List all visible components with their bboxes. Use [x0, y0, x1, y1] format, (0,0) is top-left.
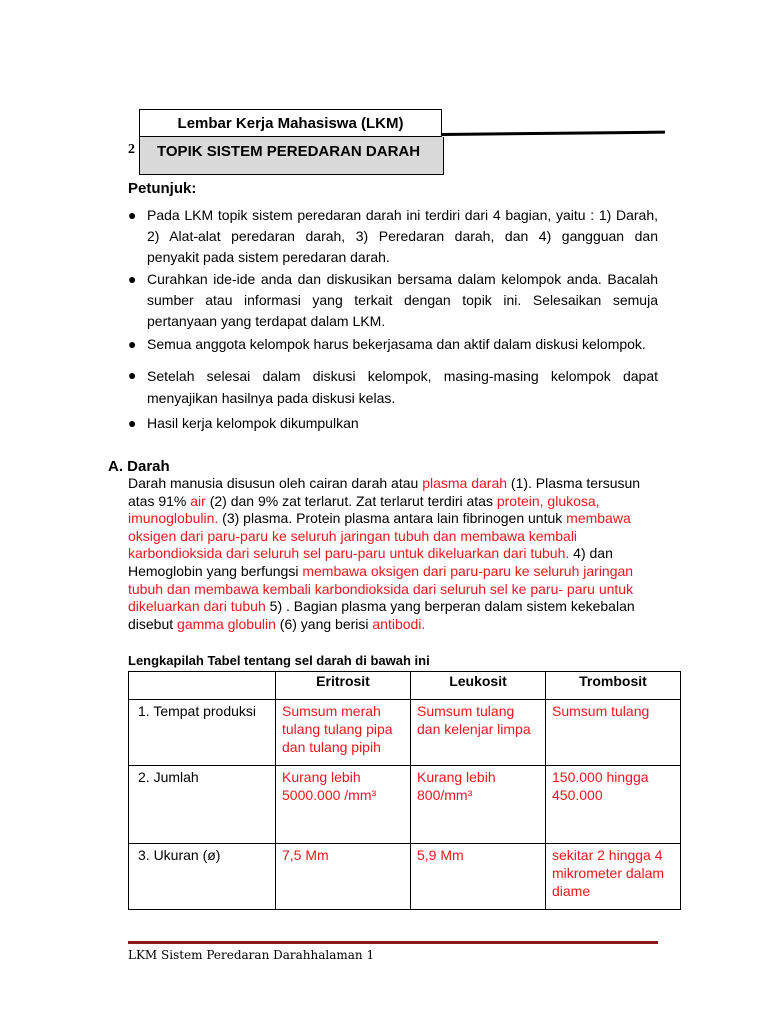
- instruction-line: menyajikan hasilnya pada diskusi kelas.: [147, 390, 396, 406]
- answer-cell: 7,5 Mm: [276, 844, 411, 910]
- instruction-item: [128, 365, 658, 409]
- para-run: (1). Plasma tersusun atas 91%: [128, 475, 641, 509]
- header-rule: [442, 131, 665, 136]
- answer-cell: Sumsum tulang: [546, 700, 681, 766]
- answer-run: protein, glukosa, imunoglobulin.: [128, 492, 600, 527]
- worksheet-title: Lembar Kerja Mahasiswa (LKM): [139, 109, 442, 137]
- row-label: 1. Tempat produksi: [129, 700, 276, 766]
- answer-run: antibodi.: [372, 615, 426, 632]
- answer-cell: Kurang lebih 800/mm³: [411, 766, 546, 844]
- instruction-item: [128, 205, 658, 268]
- column-header: Leukosit: [411, 672, 546, 700]
- column-header: Eritrosit: [276, 672, 411, 700]
- answer-cell: 5,9 Mm: [411, 844, 546, 910]
- instruction-item: [128, 413, 658, 434]
- para-run: 4) dan Hemoglobin yang berfungsi: [128, 545, 613, 579]
- para-run: Darah manusia disusun oleh cairan darah atau: [128, 475, 423, 491]
- answer-cell: Sumsum tulang dan kelenjar limpa: [411, 700, 546, 766]
- topic-title: TOPIK SISTEM PEREDARAN DARAH: [139, 137, 444, 175]
- instructions-heading: Petunjuk:: [128, 180, 197, 197]
- bullet-icon: ●: [128, 336, 137, 352]
- answer-run: gamma globulin: [177, 615, 276, 632]
- instruction-line: Setelah selesai dalam diskusi kelompok, masing-masing kelompok dapat: [147, 368, 658, 384]
- section-a-heading: A. Darah: [108, 458, 170, 475]
- answer-cell: 150.000 hingga 450.000: [546, 766, 681, 844]
- row-label: 3. Ukuran (ø): [129, 844, 276, 910]
- answer-cell: sekitar 2 hingga 4 mikrometer dalam diame: [546, 844, 681, 910]
- bullet-icon: ●: [128, 207, 137, 223]
- page-number: 2: [128, 142, 135, 157]
- row-label: 2. Jumlah: [129, 766, 276, 844]
- bullet-icon: ●: [128, 271, 137, 287]
- table-title: Lengkapilah Tabel tentang sel darah di bawah ini: [128, 653, 430, 668]
- table-row: [129, 700, 681, 766]
- instruction-line: Pada LKM topik sistem peredaran darah ini terdiri dari 4 bagian, yaitu : 1) Darah,: [147, 207, 658, 223]
- answer-cell: Sumsum merah tulang tulang pipa dan tulang pipih: [276, 700, 411, 766]
- instruction-line: sumber atau informasi yang terkait dengan topik ini. Selesaikan semuja: [147, 292, 658, 308]
- instruction-line: Hasil kerja kelompok dikumpulkan: [147, 415, 359, 431]
- answer-run: membawa oksigen dari paru-paru ke seluruh jaringan tubuh dan membawa kembali karbondioksida dari seluruh sel paru-paru untuk dikeluarkan dari tubuh.: [128, 510, 631, 562]
- instruction-item: [128, 269, 658, 332]
- column-header: Trombosit: [546, 672, 681, 700]
- bullet-icon: ●: [128, 415, 137, 431]
- answer-cell: Kurang lebih 5000.000 /mm³: [276, 766, 411, 844]
- para-run: (6) yang berisi: [275, 615, 373, 632]
- answer-run: membawa oksigen dari paru-paru ke seluruh jaringan tubuh dan membawa kembali karbondioksida dari seluruh sel ke paru- paru untuk dikeluarkan dari tubuh: [128, 562, 634, 615]
- instruction-item: [128, 334, 658, 355]
- footer-text: LKM Sistem Peredaran Darahhalaman 1: [128, 948, 375, 962]
- instruction-line: 2) Alat-alat peredaran darah, 3) Peredaran darah, dan 4) gangguan dan: [147, 228, 658, 244]
- instruction-line: Curahkan ide-ide anda dan diskusikan bersama dalam kelompok anda. Bacalah: [147, 271, 658, 287]
- table-row: [129, 844, 681, 910]
- blood-cell-table: [128, 671, 681, 910]
- instruction-line: pertanyaan yang terdapat dalam LKM.: [147, 313, 386, 329]
- section-a-paragraph: [128, 475, 668, 633]
- column-header: [129, 672, 276, 700]
- para-run: 5) . Bagian plasma yang berperan dalam sistem kekebalan disebut: [128, 598, 635, 632]
- instruction-line: penyakit pada sistem peredaran darah.: [147, 249, 390, 265]
- bullet-icon: ●: [128, 367, 137, 383]
- footer-rule: [128, 941, 658, 944]
- para-run: (2) dan 9% zat terlarut. Zat terlarut terdiri atas: [205, 492, 497, 509]
- table-header-row: [129, 672, 681, 700]
- para-run: (3) plasma. Protein plasma antara lain fibrinogen untuk: [218, 510, 567, 527]
- answer-run: air: [190, 492, 206, 509]
- instruction-line: Semua anggota kelompok harus bekerjasama dan aktif dalam diskusi kelompok.: [147, 336, 646, 352]
- table-row: [129, 766, 681, 844]
- answer-run: plasma darah: [422, 475, 508, 491]
